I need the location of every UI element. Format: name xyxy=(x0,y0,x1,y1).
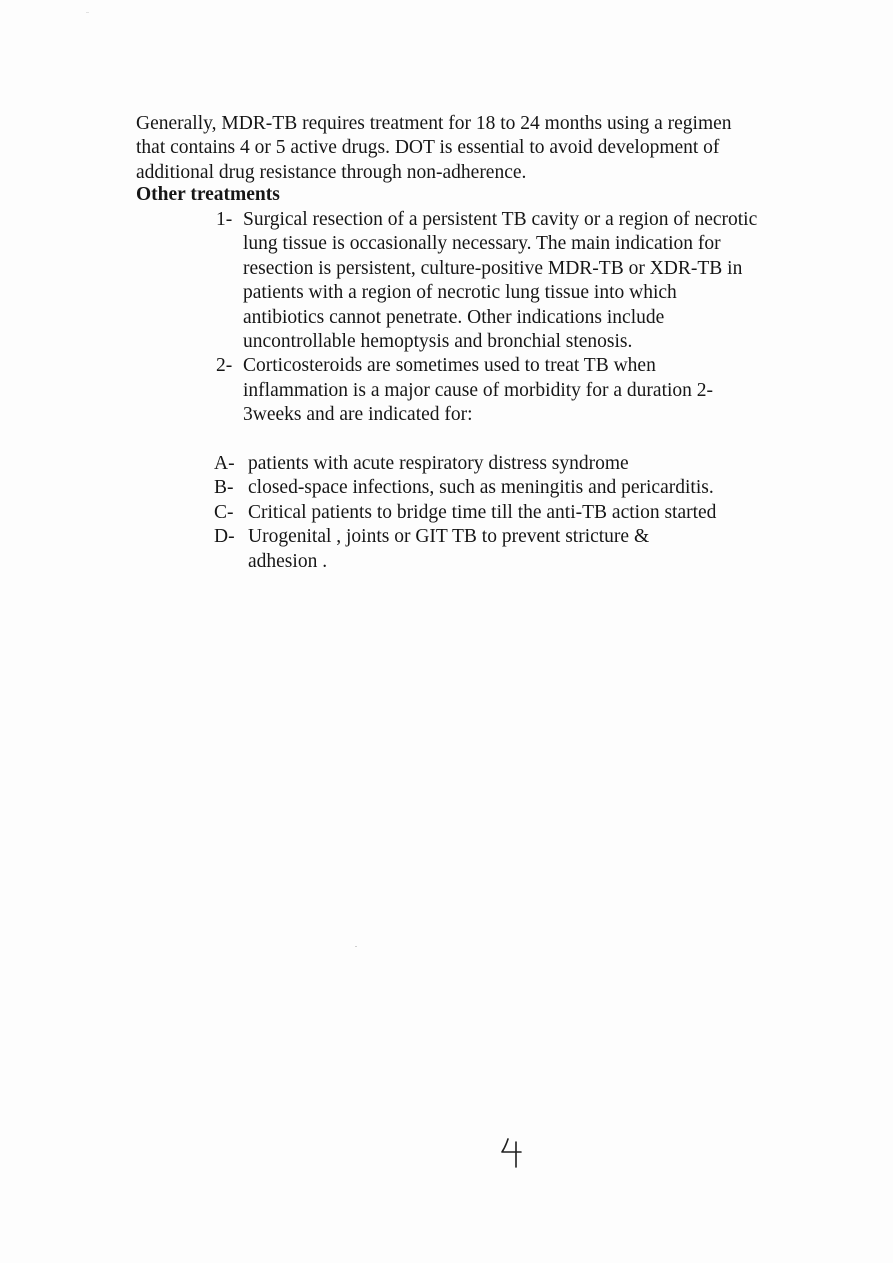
list-item-text: Critical patients to bridge time till the anti-TB action started xyxy=(248,501,717,523)
list-item-text: Corticosteroids are sometimes used to treat TB when inflammation is a major cause of morbidity for a duration 2-3weeks and are indicated for: xyxy=(243,355,714,426)
scan-speck xyxy=(86,12,89,13)
intro-paragraph: Generally, MDR-TB requires treatment for 18 to 24 months using a regimen that contains 4 or 5 active drugs. DOT is essential to avoid development of additional drug resistance through non-adherence. xyxy=(136,113,732,183)
lettered-item-b xyxy=(214,476,769,500)
lettered-item-a xyxy=(214,452,769,476)
lettered-item-c xyxy=(214,501,769,525)
numbered-list xyxy=(216,208,761,428)
lettered-list xyxy=(214,452,769,574)
page-number xyxy=(499,1136,529,1170)
scan-speck xyxy=(355,946,357,947)
list-item-text: Urogenital , joints or GIT TB to prevent stricture & adhesion . xyxy=(248,526,650,572)
list-marker: 2- xyxy=(216,355,233,377)
section-heading: Other treatments xyxy=(136,184,280,205)
list-item-text: patients with acute respiratory distress syndrome xyxy=(248,453,629,474)
lettered-item-d xyxy=(214,525,688,574)
list-marker: A- xyxy=(214,453,235,474)
list-item-text: Surgical resection of a persistent TB cavity or a region of necrotic lung tissue is occasionally necessary. The main indication for resection is persistent, culture-positive MDR-TB or XDR-TB in patients with a region of necrotic lung tissue into which antibiotics cannot penetrate. Other indications include uncontrollable hemoptysis and bronchial stenosis. xyxy=(243,209,758,353)
list-marker: 1- xyxy=(216,209,233,230)
list-item-text: closed-space infections, such as meningitis and pericarditis. xyxy=(248,477,714,499)
numbered-item-1 xyxy=(216,208,761,354)
list-marker: B- xyxy=(214,477,234,499)
list-marker: C- xyxy=(214,501,234,523)
numbered-item-2 xyxy=(216,354,761,427)
list-marker: D- xyxy=(214,526,235,548)
